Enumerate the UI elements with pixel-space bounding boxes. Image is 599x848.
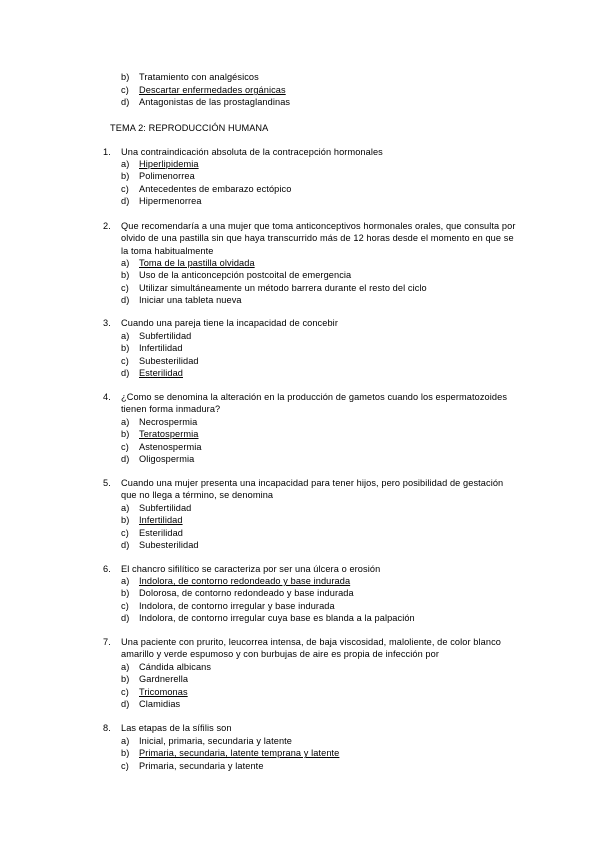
option-text: Polimenorrea [139, 171, 195, 182]
option-text: Clamidias [139, 698, 181, 709]
option-text-correct: Descartar enfermedades orgánicas [139, 85, 286, 95]
option-text: Antagonistas de las prostaglandinas [139, 97, 291, 107]
option-letter: c) [121, 282, 129, 293]
question-stem-line: Una paciente con prurito, leucorrea intensa, de baja viscosidad, maloliente, de color blanco [121, 637, 501, 647]
option-text-correct: Hiperlipidemia [139, 159, 199, 169]
question-stem-line: la toma habitualmente [121, 245, 214, 256]
option-text: Primaria, secundaria y latente [139, 760, 264, 771]
option-letter: a) [121, 159, 130, 169]
option-text: Oligospermia [139, 453, 195, 464]
option-letter: d) [121, 539, 130, 550]
option-letter: b) [121, 171, 130, 182]
option-letter: c) [121, 85, 129, 95]
option-text: Subesterilidad [139, 539, 199, 550]
option-letter: b) [121, 429, 130, 440]
option-text: Infertilidad [139, 343, 183, 354]
option-letter: d) [121, 698, 130, 709]
option-text-correct: Teratospermia [139, 429, 199, 440]
option-text: Utilizar simultáneamente un método barrera durante el resto del ciclo [139, 282, 427, 293]
option-text: Uso de la anticoncepción postcoital de emergencia [139, 270, 352, 281]
option-letter: b) [121, 343, 130, 354]
option-letter: b) [121, 748, 130, 759]
question-stem-line: Cuando una mujer presenta una incapacidad para tener hijos, pero posibilidad de gestación [121, 478, 504, 488]
option-letter: d) [121, 367, 130, 378]
option-letter: c) [121, 183, 129, 194]
option-text: Dolorosa, de contorno redondeado y base indurada [139, 588, 354, 599]
option-text: Astenospermia [139, 441, 202, 452]
option-letter: d) [121, 97, 130, 107]
question-number: 8. [103, 723, 111, 733]
option-text-correct: Tricomonas [139, 686, 188, 697]
option-letter: a) [121, 331, 130, 341]
section-title: TEMA 2: REPRODUCCIÓN HUMANA [110, 123, 269, 133]
option-text: Inicial, primaria, secundaria y latente [139, 736, 293, 746]
option-letter: d) [121, 294, 130, 305]
option-text: Antecedentes de embarazo ectópico [139, 183, 292, 194]
option-letter: d) [121, 195, 130, 206]
option-text: Gardnerella [139, 674, 189, 685]
option-letter: c) [121, 441, 129, 452]
question-number: 7. [103, 637, 111, 647]
option-letter: c) [121, 600, 129, 611]
option-letter: c) [121, 686, 129, 697]
question-number: 4. [103, 392, 111, 402]
option-text-correct: Esterilidad [139, 367, 183, 378]
option-text-correct: Infertilidad [139, 515, 183, 526]
option-letter: b) [121, 588, 130, 599]
option-text: Subesterilidad [139, 355, 199, 366]
question-stem-line: que no llega a término, se denomina [121, 490, 274, 501]
option-letter: d) [121, 453, 130, 464]
question-stem-line: tienen forma inmadura? [121, 404, 221, 415]
question-number: 5. [103, 478, 111, 488]
option-letter: a) [121, 503, 130, 513]
question-stem-line: El chancro sifilítico se caracteriza por ser una úlcera o erosión [121, 564, 381, 574]
option-letter: b) [121, 72, 130, 82]
option-text: Tratamiento con analgésicos [139, 72, 259, 82]
option-text: Cándida albicans [139, 662, 212, 672]
question-stem-line: Que recomendaría a una mujer que toma anticonceptivos hormonales orales, que consulta por [121, 221, 516, 231]
question-number: 2. [103, 221, 111, 231]
option-letter: b) [121, 674, 130, 685]
option-letter: b) [121, 270, 130, 281]
option-text: Esterilidad [139, 527, 183, 538]
option-text: Hipermenorrea [139, 195, 202, 206]
question-stem-line: Las etapas de la sífilis son [121, 723, 232, 733]
option-letter: c) [121, 355, 129, 366]
option-text-correct: Indolora, de contorno redondeado y base indurada [139, 576, 351, 586]
option-text-correct: Primaria, secundaria, latente temprana y latente [139, 748, 340, 759]
option-text: Necrospermia [139, 417, 198, 427]
question-stem-line: Cuando una pareja tiene la incapacidad de concebir [121, 318, 338, 328]
question-stem-line: Una contraindicación absoluta de la contracepción hormonales [121, 147, 383, 157]
option-letter: c) [121, 760, 129, 771]
option-letter: c) [121, 527, 129, 538]
option-letter: a) [121, 662, 130, 672]
option-letter: a) [121, 576, 130, 586]
option-text: Iniciar una tableta nueva [139, 294, 242, 305]
question-number: 3. [103, 318, 111, 328]
option-letter: b) [121, 515, 130, 526]
option-text: Indolora, de contorno irregular y base indurada [139, 600, 335, 611]
option-letter: d) [121, 612, 130, 623]
question-stem-line: ¿Como se denomina la alteración en la producción de gametos cuando los espermatozoides [121, 392, 508, 402]
option-text-correct: Toma de la pastilla olvidada [139, 258, 255, 268]
option-text: Indolora, de contorno irregular cuya base es blanda a la palpación [139, 612, 415, 623]
question-stem-line: olvido de una pastilla sin que haya transcurrido más de 12 horas desde el momento en que se [121, 233, 514, 244]
option-letter: a) [121, 258, 130, 268]
option-letter: a) [121, 736, 130, 746]
option-text: Subfertilidad [139, 331, 192, 341]
option-text: Subfertilidad [139, 503, 192, 513]
question-stem-line: amarillo y verde espumoso y con burbujas de aire es propia de infección por [121, 649, 440, 660]
question-number: 1. [103, 147, 111, 157]
question-number: 6. [103, 564, 111, 574]
option-letter: a) [121, 417, 130, 427]
